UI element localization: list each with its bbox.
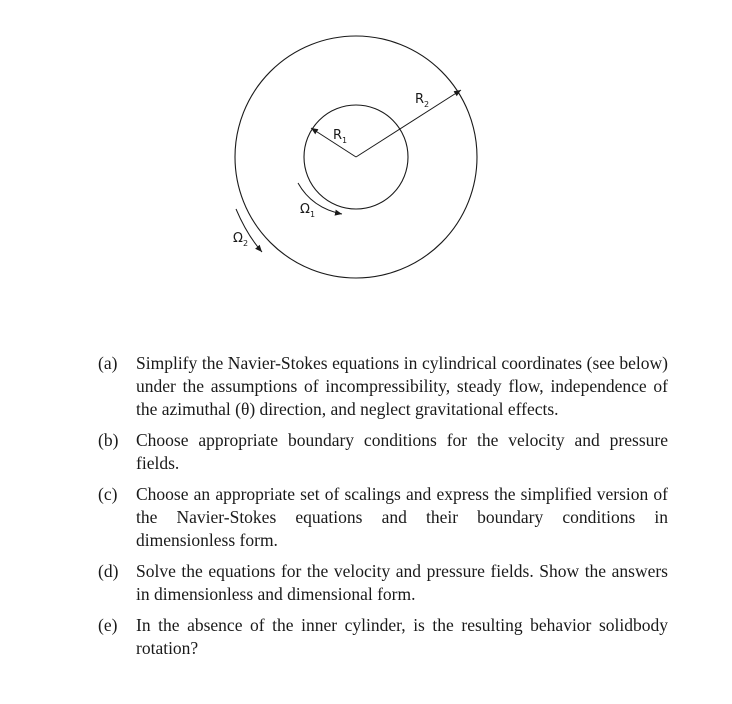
question-e [98,614,668,660]
question-text: In the absence of the inner cylinder, is the resulting behavior solidbody rotation? [136,615,668,658]
question-d [98,560,668,606]
question-a [98,352,668,421]
question-text: Solve the equations for the velocity and pressure fields. Show the answers in dimensionless and dimensional form. [136,561,668,604]
question-list [98,352,668,668]
figure-drawing [0,0,732,330]
question-marker: (a) [98,353,118,373]
question-marker: (c) [98,484,118,504]
omega1-label: $\Omega_1$ [300,202,316,219]
question-text: Choose appropriate boundary conditions for the velocity and pressure fields. [136,430,668,473]
concentric-cylinders-figure [0,0,732,330]
r1-label: $R_1$ [333,128,348,145]
question-text: Simplify the Navier-Stokes equations in cylindrical coordinates (see below) under the assumptions of incompressibility, steady flow, independence of the azimuthal (θ) direction, and neglect gravitational effects. [136,353,668,419]
question-marker: (b) [98,430,119,450]
r2-radius-arrow [356,90,461,157]
r2-label: $R_2$ [415,92,430,109]
omega2-label: $\Omega_2$ [233,231,249,248]
question-marker: (d) [98,561,119,581]
question-c [98,483,668,552]
question-marker: (e) [98,615,118,635]
question-text: Choose an appropriate set of scalings and express the simplified version of the Navier-Stokes equations and their boundary conditions in dimensionless form. [136,484,668,550]
question-b [98,429,668,475]
